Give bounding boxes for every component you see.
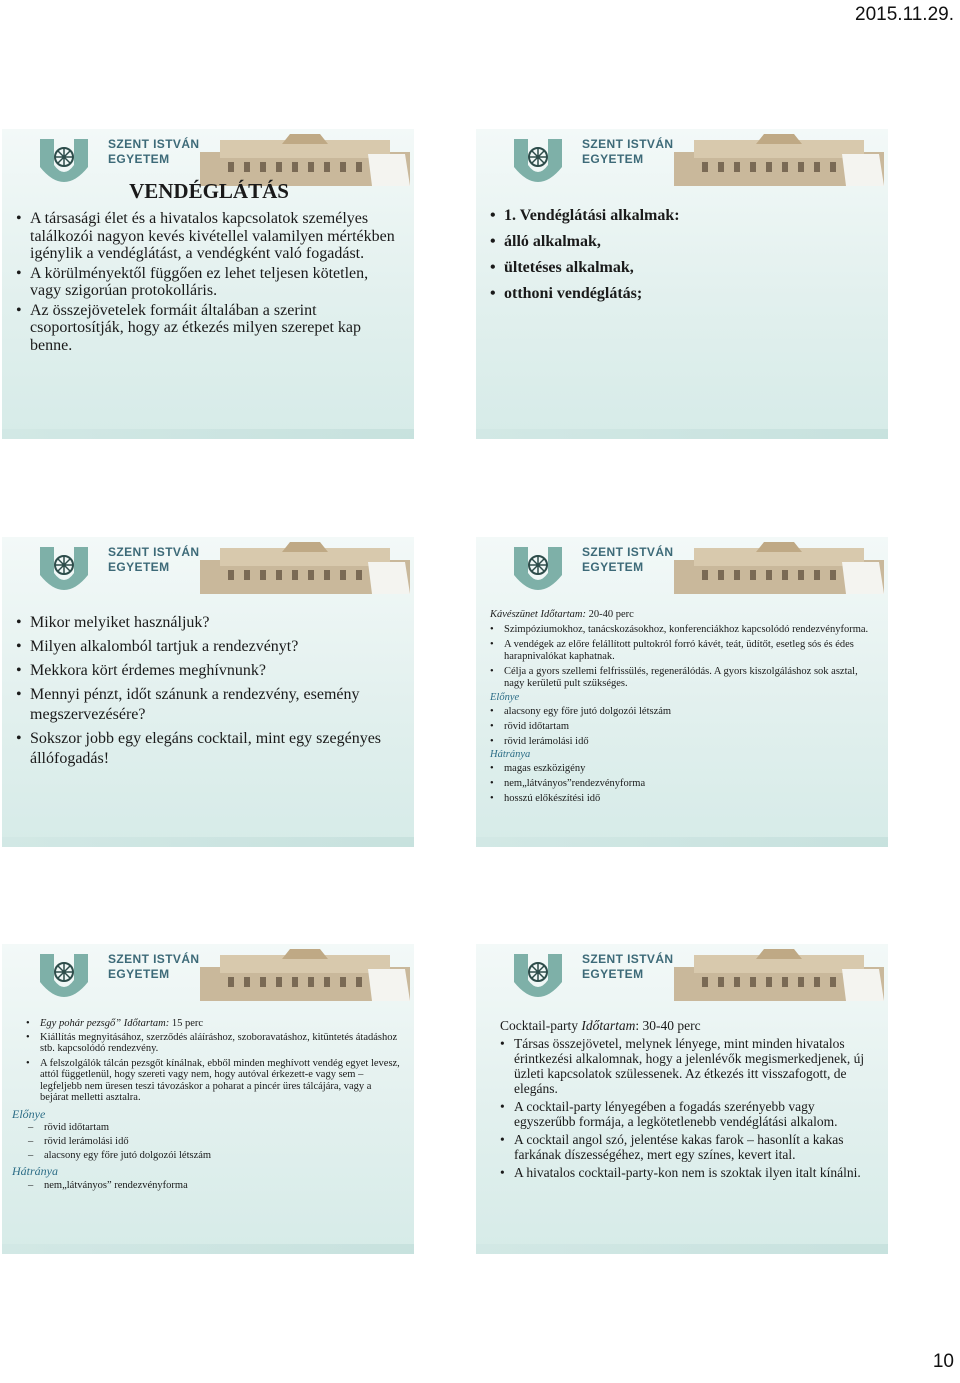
pros-item: – alacsony egy főre jutó dolgozói létszám: [26, 1149, 402, 1163]
date-stamp: 2015.11.29.: [855, 4, 954, 25]
bullet-item: • A hivatalos cocktail-party-kon nem is szoktak ilyen italt kínálni.: [500, 1165, 876, 1180]
cons-item: • nem„látványos”rendezvényforma: [490, 776, 876, 791]
university-building-image: [674, 134, 884, 186]
slide-header: [476, 537, 888, 599]
slide-title: • Egy pohár pezsgő” Időtartam: 15 perc: [26, 1018, 402, 1030]
slide-header: [476, 944, 888, 1006]
bullet-item: • A vendégek az előre felállított pultokról forró kávét, teát, üdítőt, esetleg sós és édes harapnivalókat kaphatnak.: [490, 639, 876, 663]
cons-item: • hosszú előkészítési idő: [490, 791, 876, 806]
university-name: SZENT ISTVÁN EGYETEM: [582, 137, 674, 166]
bullet-item: • Mekkora kört érdemes meghívnunk?: [16, 661, 402, 681]
bullet-item: • A cocktail-party lényegében a fogadás szerényebb vagy egyszerűbb formája, a legkötetlenebb vendéglátási alkalom.: [500, 1099, 876, 1129]
slide-3: [2, 537, 414, 847]
bullet-item: • otthoni vendéglátás;: [490, 281, 876, 307]
university-emblem-icon: [510, 135, 566, 187]
cons-heading: Hátránya: [490, 749, 531, 760]
pros-item: – rövid időtartam: [26, 1121, 402, 1135]
university-emblem-icon: [510, 543, 566, 595]
slide-1: [2, 129, 414, 439]
bullet-item: • A cocktail angol szó, jelentése kakas farok – hasonlít a kakas farkának díszességéhez, mert egy színes, kevert ital.: [500, 1132, 876, 1162]
cons-item: – nem„látványos” rendezvényforma: [26, 1179, 402, 1193]
slide-6: [476, 944, 888, 1254]
slide-5: [2, 944, 414, 1254]
bullet-item: • Milyen alkalomból tartjuk a rendezvényt?: [16, 637, 402, 657]
slide-header: [2, 537, 414, 599]
university-building-image: [674, 949, 884, 1001]
pros-heading: Előnye: [490, 692, 520, 703]
bullet-item: • Mennyi pénzt, időt szánunk a rendezvény, esemény megszervezésére?: [16, 685, 402, 725]
pros-item: • rövid időtartam: [490, 719, 876, 734]
bullet-item: • Társas összejövetel, melynek lényege, mint minden hivatalos érintkezési alkalomnak, hogy a jelenlévők megismerkedjenek, új üzleti kapcsolatok szülessenek. Az étkezés itt visszafogott, de elegáns.: [500, 1036, 876, 1096]
bullet-item: • Sokszor jobb egy elegáns cocktail, mint egy szegényes állófogadás!: [16, 729, 402, 769]
university-emblem-icon: [36, 543, 92, 595]
university-emblem-icon: [36, 950, 92, 1002]
university-name: SZENT ISTVÁN EGYETEM: [582, 952, 674, 981]
university-building-image: [674, 542, 884, 594]
pros-item: • rövid lerámolási idő: [490, 734, 876, 749]
bullet-item: • Szimpóziumokhoz, tanácskozásokhoz, konferenciákhoz kapcsolódó rendezvényforma.: [490, 624, 876, 636]
university-building-image: [200, 542, 410, 594]
bullet-item: • Célja a gyors szellemi felfrissülés, regenerálódás. A gyors kiszolgáláshoz sok asztal, nagy kerületű pult szükséges.: [490, 666, 876, 690]
pros-item: – rövid lerámolási idő: [26, 1135, 402, 1149]
university-name: SZENT ISTVÁN EGYETEM: [582, 545, 674, 574]
university-name: SZENT ISTVÁN EGYETEM: [108, 952, 200, 981]
slide-header: [2, 944, 414, 1006]
bullet-item: • A társasági élet és a hivatalos kapcsolatok személyes találkozói nagyon kevés kivétellel valamilyen mértékben igénylik a vendéglátást, a vendégként való fogadást.: [16, 210, 402, 263]
pros-heading: Előnye: [12, 1106, 46, 1121]
university-name: SZENT ISTVÁN EGYETEM: [108, 545, 200, 574]
university-emblem-icon: [510, 950, 566, 1002]
bullet-item: • Kiállítás megnyitásához, szerződés aláíráshoz, szoboravatáshoz, kitüntetés átadáshoz stb. kapcsolódó rendezvény.: [26, 1032, 402, 1055]
university-building-image: [200, 949, 410, 1001]
cons-item: • magas eszközigény: [490, 761, 876, 776]
pros-item: • alacsony egy főre jutó dolgozói létszám: [490, 704, 876, 719]
page-number: 10: [932, 1351, 954, 1372]
cons-heading: Hátránya: [12, 1163, 58, 1178]
bullet-item: • Mikor melyiket használjuk?: [16, 613, 402, 633]
bullet-item: • 1. Vendéglátási alkalmak:: [490, 203, 876, 229]
bullet-item: • ültetéses alkalmak,: [490, 255, 876, 281]
slide-title: Kávészünet Időtartam: 20-40 perc: [490, 609, 634, 620]
bullet-item: • A körülményektől függően ez lehet teljesen kötetlen, vagy szigorúan protokolláris.: [16, 265, 402, 300]
bullet-item: • Az összejövetelek formáit általában a szerint csoportosítják, hogy az étkezés milyen szerepet kap benne.: [16, 302, 402, 355]
slide-4: [476, 537, 888, 847]
slide-2: [476, 129, 888, 439]
bullet-item: • A felszolgálók tálcán pezsgőt kínálnak, ebből minden meghívott vendég egyet levesz, attól függetlenül, hogy szereti vagy nem, hogy autóval érkezett-e vagy sem – legfeljebb nem üresen teszi távozáskor a poharat a pincér üres tálcájára, vagy a bejárat melletti asztalra.: [26, 1058, 402, 1104]
slide-title: VENDÉGLÁTÁS: [129, 179, 289, 203]
slide-title: Cocktail-party Időtartam: 30-40 perc: [500, 1018, 701, 1033]
bullet-item: • álló alkalmak,: [490, 229, 876, 255]
university-name: SZENT ISTVÁN EGYETEM: [108, 137, 200, 166]
slide-header: [476, 129, 888, 191]
